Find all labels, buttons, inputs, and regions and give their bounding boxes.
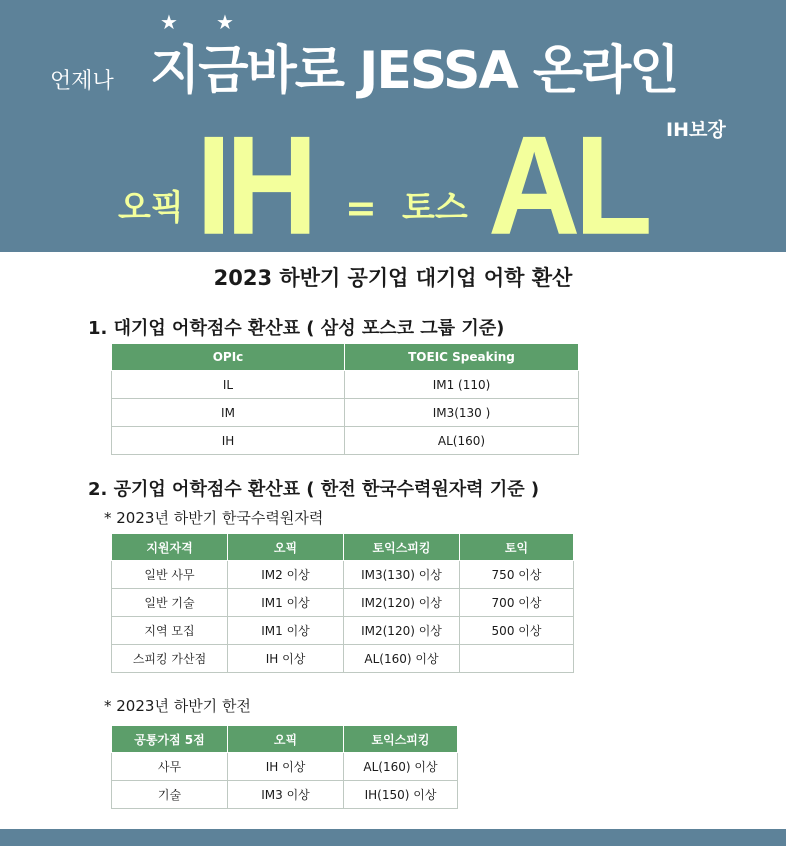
table-cell: IM3 이상 (228, 781, 344, 809)
table-cell: IM3(130) 이상 (344, 561, 460, 589)
table-row (112, 589, 574, 617)
section2-title: 2. 공기업 어학점수 환산표 ( 한전 한국수력원자력 기준 ) (88, 479, 540, 500)
table-cell: IM1 (110) (345, 371, 579, 399)
banner-toss-label: 토스 (402, 188, 468, 228)
table-cell: 500 이상 (460, 617, 574, 645)
table-cell: AL(160) 이상 (344, 645, 460, 673)
table-cell: 일반 사무 (112, 561, 228, 589)
table-row (112, 781, 458, 809)
column-header: 오픽 (228, 534, 344, 561)
table-cell: AL(160) (345, 427, 579, 455)
column-header: 오픽 (228, 726, 344, 753)
table-row (112, 371, 579, 399)
table-cell (460, 645, 574, 673)
promo-banner (0, 0, 786, 252)
khnp-conversion-table (111, 533, 574, 673)
star-icon: ★ (160, 10, 178, 34)
table-row (112, 617, 574, 645)
banner-opic-label: 오픽 (118, 188, 184, 228)
star-icon: ★ (216, 10, 234, 34)
banner-lead-text: 언제나 (50, 69, 114, 94)
column-header: 토익스피킹 (344, 534, 460, 561)
table-cell: AL(160) 이상 (344, 753, 458, 781)
table-cell: IH(150) 이상 (344, 781, 458, 809)
table-cell: 일반 기술 (112, 589, 228, 617)
table-header-row (112, 344, 579, 371)
table-row (112, 645, 574, 673)
table-cell: IM2(120) 이상 (344, 617, 460, 645)
table-cell: IM3(130 ) (345, 399, 579, 427)
table-cell: 기술 (112, 781, 228, 809)
column-header: OPIc (112, 344, 345, 371)
banner-equals-sign: = (345, 186, 377, 230)
table-row (112, 561, 574, 589)
table-row (112, 399, 579, 427)
column-header: 토익스피킹 (344, 726, 458, 753)
table-cell: 700 이상 (460, 589, 574, 617)
bottom-bar (0, 829, 786, 846)
banner-headline: 지금바로 JESSA 온라인 (150, 41, 678, 101)
table-cell: 지역 모집 (112, 617, 228, 645)
table-cell: IM (112, 399, 345, 427)
table-cell: IM2(120) 이상 (344, 589, 460, 617)
kepco-conversion-table (111, 725, 458, 809)
table-cell: IH 이상 (228, 753, 344, 781)
table-cell: 사무 (112, 753, 228, 781)
table-cell: IH (112, 427, 345, 455)
table-row (112, 427, 579, 455)
table-cell: 750 이상 (460, 561, 574, 589)
table-cell: IM1 이상 (228, 617, 344, 645)
document-title: 2023 하반기 공기업 대기업 어학 환산 (213, 266, 573, 290)
banner-opic-level: IH (196, 107, 312, 252)
banner-toss-level: AL (488, 107, 647, 252)
table-cell: IM2 이상 (228, 561, 344, 589)
khnp-subtitle: * 2023년 하반기 한국수력원자력 (104, 509, 324, 527)
table-header-row (112, 534, 574, 561)
table-cell: IM1 이상 (228, 589, 344, 617)
section1-title: 1. 대기업 어학점수 환산표 ( 삼성 포스코 그룹 기준) (88, 318, 505, 339)
table-header-row (112, 726, 458, 753)
banner-ih-guarantee: IH보장 (666, 119, 726, 141)
kepco-subtitle: * 2023년 하반기 한전 (104, 697, 251, 715)
table-cell: IL (112, 371, 345, 399)
table-cell: 스피킹 가산점 (112, 645, 228, 673)
corporate-conversion-table (111, 343, 579, 455)
table-cell: IH 이상 (228, 645, 344, 673)
column-header: 토익 (460, 534, 574, 561)
column-header: 지원자격 (112, 534, 228, 561)
column-header: TOEIC Speaking (345, 344, 579, 371)
column-header: 공통가점 5점 (112, 726, 228, 753)
table-row (112, 753, 458, 781)
